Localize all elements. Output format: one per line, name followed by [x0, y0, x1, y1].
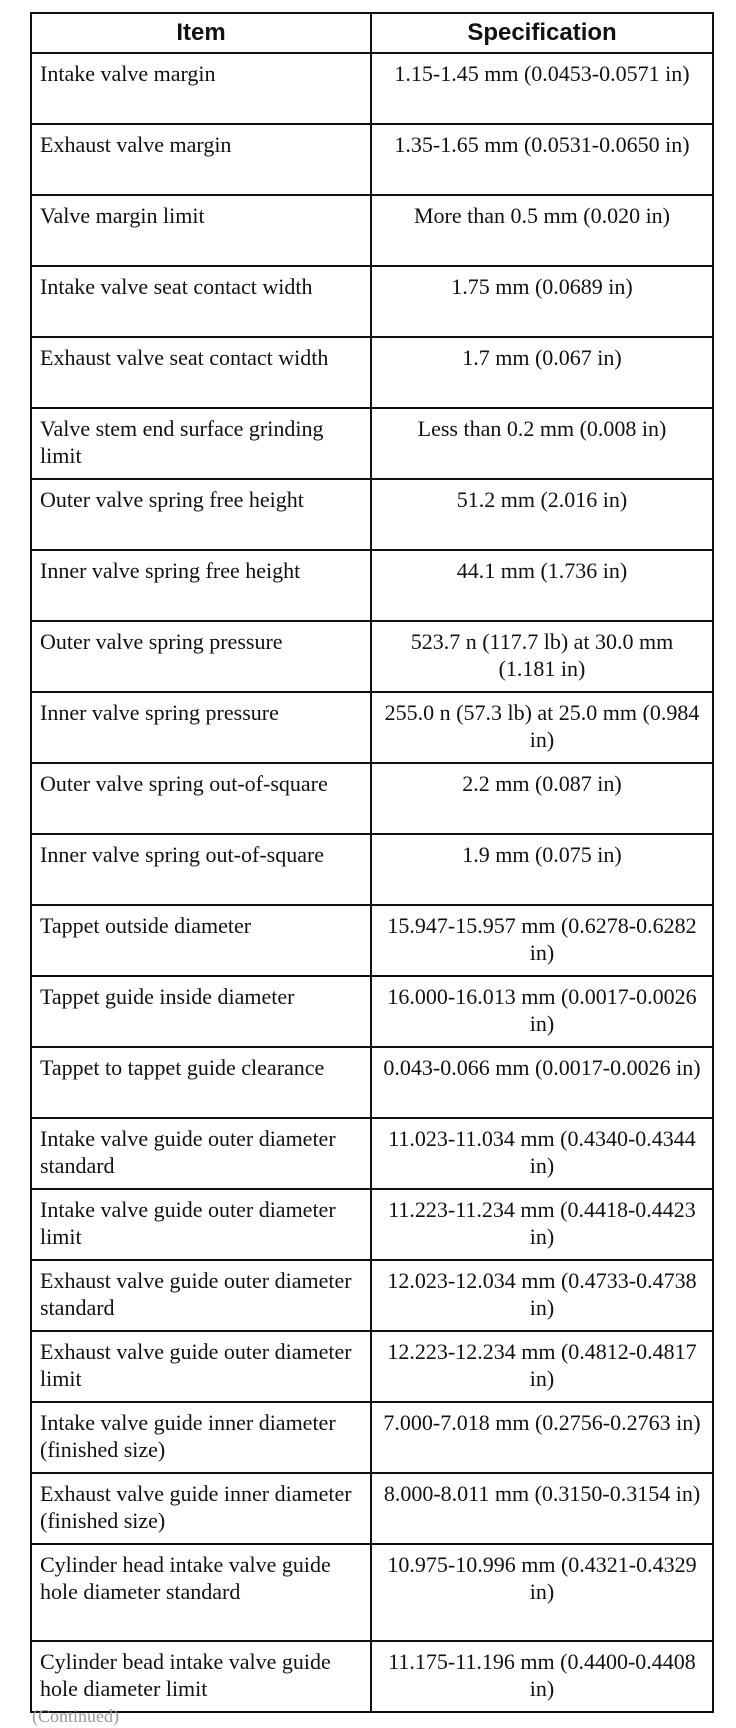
- specification-cell: 15.947-15.957 mm (0.6278-0.6282 in): [371, 905, 713, 976]
- item-cell: Exhaust valve guide outer diameter limit: [31, 1331, 371, 1402]
- item-cell: Tappet outside diameter: [31, 905, 371, 976]
- specification-cell: 8.000-8.011 mm (0.3150-0.3154 in): [371, 1473, 713, 1544]
- specification-cell: 255.0 n (57.3 lb) at 25.0 mm (0.984 in): [371, 692, 713, 763]
- item-cell: Intake valve guide inner diameter (finished size): [31, 1402, 371, 1473]
- item-cell: Inner valve spring pressure: [31, 692, 371, 763]
- item-cell: Exhaust valve guide inner diameter (finished size): [31, 1473, 371, 1544]
- table-row: [31, 550, 713, 621]
- specification-cell: 1.75 mm (0.0689 in): [371, 266, 713, 337]
- table-row: [31, 1260, 713, 1331]
- specification-cell: 44.1 mm (1.736 in): [371, 550, 713, 621]
- table-row: [31, 266, 713, 337]
- table-header-row: [31, 13, 713, 53]
- specification-cell: 2.2 mm (0.087 in): [371, 763, 713, 834]
- specification-cell: 1.15-1.45 mm (0.0453-0.0571 in): [371, 53, 713, 124]
- table-row: [31, 479, 713, 550]
- specification-cell: 12.023-12.034 mm (0.4733-0.4738 in): [371, 1260, 713, 1331]
- continued-footnote: (Continued): [32, 1706, 119, 1726]
- specification-cell: 11.223-11.234 mm (0.4418-0.4423 in): [371, 1189, 713, 1260]
- specification-cell: 1.7 mm (0.067 in): [371, 337, 713, 408]
- table-row: [31, 53, 713, 124]
- table-row: [31, 621, 713, 692]
- table-row: [31, 1189, 713, 1260]
- table-row: [31, 1544, 713, 1641]
- item-cell: Intake valve guide outer diameter limit: [31, 1189, 371, 1260]
- specification-cell: 1.9 mm (0.075 in): [371, 834, 713, 905]
- specification-cell: 11.023-11.034 mm (0.4340-0.4344 in): [371, 1118, 713, 1189]
- table-row: [31, 1473, 713, 1544]
- item-cell: Tappet guide inside diameter: [31, 976, 371, 1047]
- item-cell: Intake valve margin: [31, 53, 371, 124]
- table-row: [31, 1641, 713, 1712]
- header-specification: Specification: [371, 13, 713, 53]
- specification-table: [30, 12, 714, 1713]
- item-cell: Outer valve spring free height: [31, 479, 371, 550]
- specification-cell: 10.975-10.996 mm (0.4321-0.4329 in): [371, 1544, 713, 1641]
- table-row: [31, 408, 713, 479]
- item-cell: Exhaust valve guide outer diameter standard: [31, 1260, 371, 1331]
- specification-cell: Less than 0.2 mm (0.008 in): [371, 408, 713, 479]
- item-cell: Exhaust valve margin: [31, 124, 371, 195]
- item-cell: Tappet to tappet guide clearance: [31, 1047, 371, 1118]
- specification-cell: 0.043-0.066 mm (0.0017-0.0026 in): [371, 1047, 713, 1118]
- table-row: [31, 905, 713, 976]
- header-item: Item: [31, 13, 371, 53]
- table-row: [31, 1402, 713, 1473]
- specification-cell: 12.223-12.234 mm (0.4812-0.4817 in): [371, 1331, 713, 1402]
- item-cell: Intake valve seat contact width: [31, 266, 371, 337]
- specification-cell: 11.175-11.196 mm (0.4400-0.4408 in): [371, 1641, 713, 1712]
- table-row: [31, 763, 713, 834]
- specification-cell: 523.7 n (117.7 lb) at 30.0 mm (1.181 in): [371, 621, 713, 692]
- specification-cell: More than 0.5 mm (0.020 in): [371, 195, 713, 266]
- table-row: [31, 1118, 713, 1189]
- item-cell: Valve margin limit: [31, 195, 371, 266]
- specification-cell: 7.000-7.018 mm (0.2756-0.2763 in): [371, 1402, 713, 1473]
- item-cell: Cylinder bead intake valve guide hole diameter limit: [31, 1641, 371, 1712]
- item-cell: Cylinder head intake valve guide hole diameter standard: [31, 1544, 371, 1641]
- table-row: [31, 692, 713, 763]
- table-row: [31, 195, 713, 266]
- table-row: [31, 124, 713, 195]
- item-cell: Inner valve spring out-of-square: [31, 834, 371, 905]
- item-cell: Outer valve spring out-of-square: [31, 763, 371, 834]
- table-row: [31, 976, 713, 1047]
- specification-cell: 51.2 mm (2.016 in): [371, 479, 713, 550]
- table-row: [31, 1331, 713, 1402]
- item-cell: Exhaust valve seat contact width: [31, 337, 371, 408]
- item-cell: Outer valve spring pressure: [31, 621, 371, 692]
- table-row: [31, 337, 713, 408]
- table-row: [31, 834, 713, 905]
- table-row: [31, 1047, 713, 1118]
- item-cell: Intake valve guide outer diameter standard: [31, 1118, 371, 1189]
- specification-cell: 1.35-1.65 mm (0.0531-0.0650 in): [371, 124, 713, 195]
- item-cell: Valve stem end surface grinding limit: [31, 408, 371, 479]
- item-cell: Inner valve spring free height: [31, 550, 371, 621]
- specification-cell: 16.000-16.013 mm (0.0017-0.0026 in): [371, 976, 713, 1047]
